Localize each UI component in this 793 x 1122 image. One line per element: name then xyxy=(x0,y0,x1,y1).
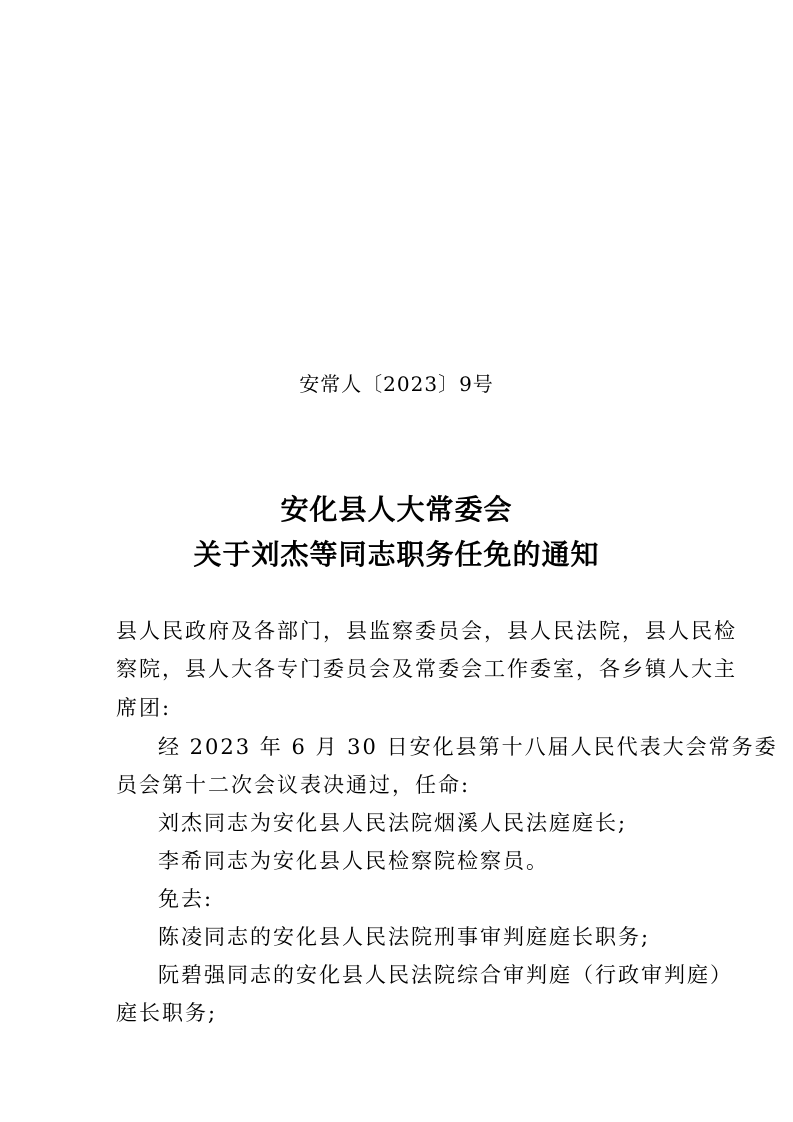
document-number: 安常人〔2023〕9号 xyxy=(299,372,494,396)
removal-item-2-line-1: 阮碧强同志的安化县人民法院综合审判庭（行政审判庭） xyxy=(158,963,733,987)
body-paragraph-line-2: 员会第十二次会议表决通过，任命: xyxy=(116,773,471,797)
recipient-line-2: 察院，县人大各专门委员会及常委会工作委室，各乡镇人大主 xyxy=(116,657,737,681)
body-paragraph-line-1: 经 2023 年 6 月 30 日安化县第十八届人民代表大会常务委 xyxy=(158,735,778,759)
document-title-line-1: 安化县人大常委会 xyxy=(280,493,513,526)
removal-heading: 免去: xyxy=(158,887,214,911)
appointment-item-1: 刘杰同志为安化县人民法院烟溪人民法庭庭长; xyxy=(158,811,628,835)
recipient-line-3: 席团: xyxy=(116,696,172,720)
recipient-line-1: 县人民政府及各部门，县监察委员会，县人民法院，县人民检 xyxy=(116,619,737,643)
removal-item-1: 陈凌同志的安化县人民法院刑事审判庭庭长职务; xyxy=(158,925,651,949)
document-title-line-2: 关于刘杰等同志职务任免的通知 xyxy=(193,538,600,571)
removal-item-2-line-2: 庭长职务; xyxy=(116,1001,218,1025)
appointment-item-2: 李希同志为安化县人民检察院检察员。 xyxy=(158,849,549,873)
